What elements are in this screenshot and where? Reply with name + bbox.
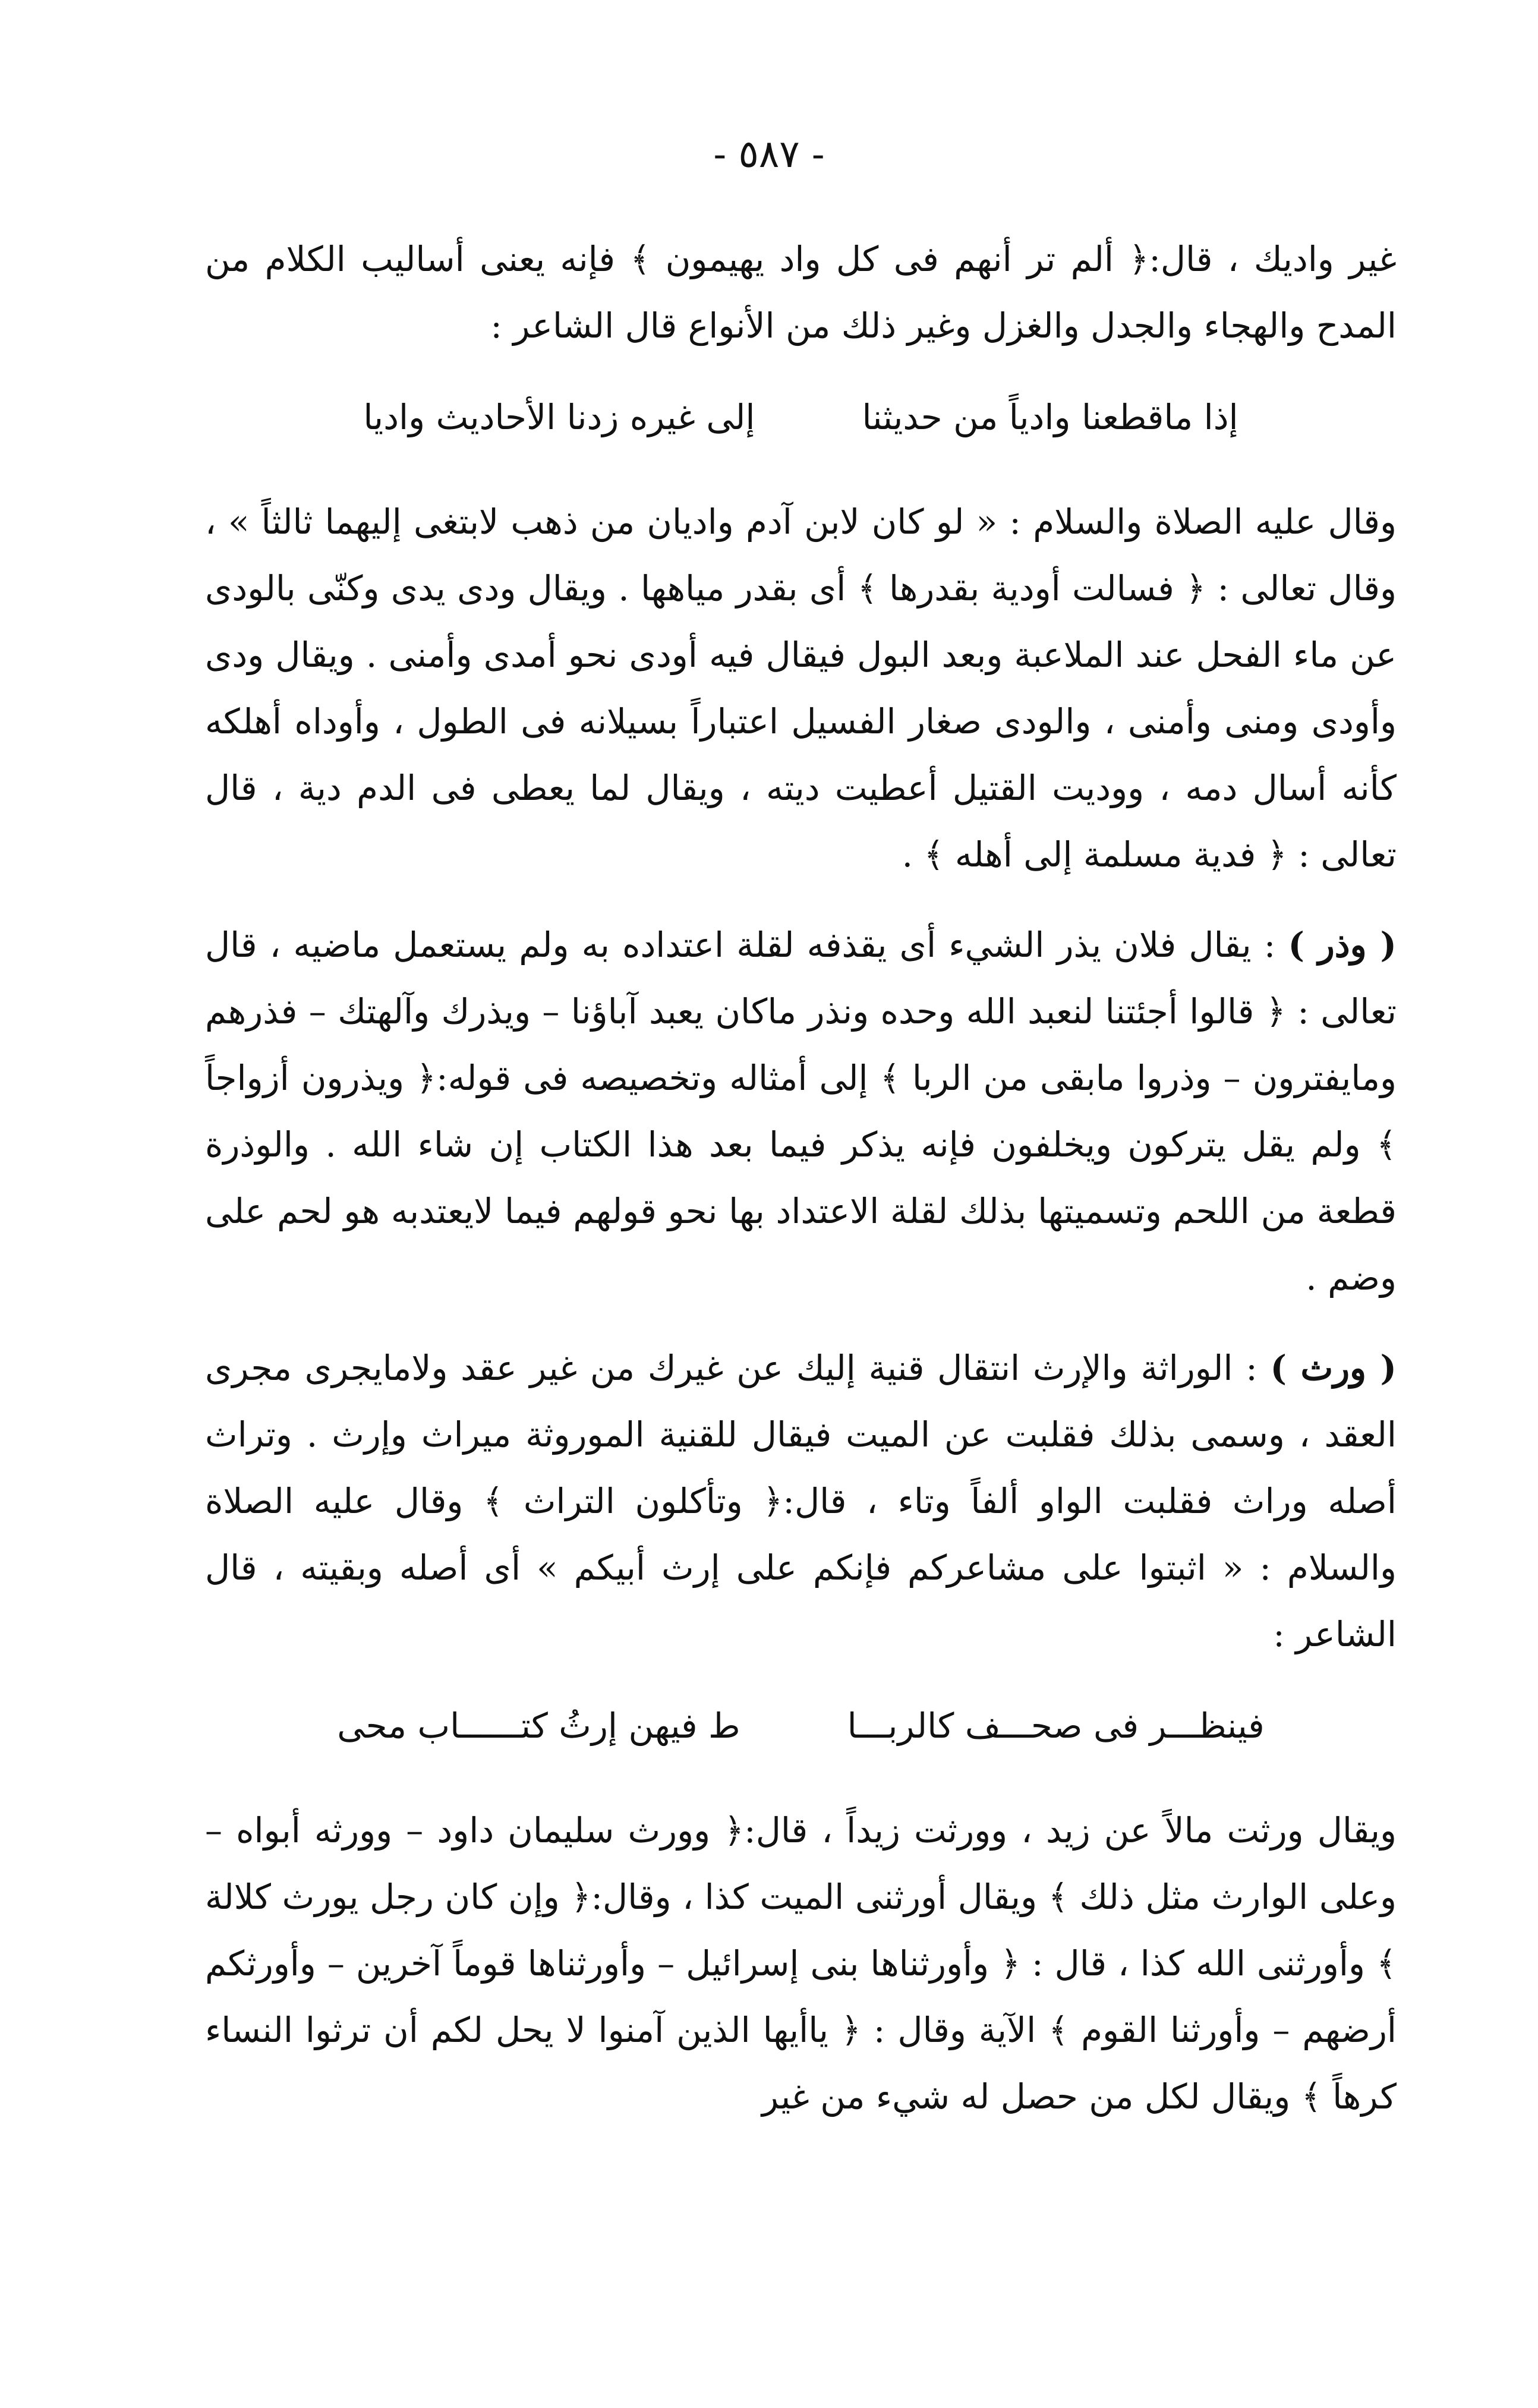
verse-2-first-hemistich: فينظـــر فى صحـــف كالربـــا [847,1706,1265,1746]
entry-heading-warith: ( ورث ) [1270,1348,1397,1388]
page-number: - ٥٨٧ - [713,133,825,176]
verse-2 [205,1692,1397,1759]
paragraph-3 [205,912,1397,1311]
paragraph-4 [205,1335,1397,1668]
entry-heading-wadhar: ( وذر ) [1288,925,1397,965]
body-text [205,226,1397,2130]
paragraph-3-text: : يقال فلان يذر الشيء أى يقذفه لقلة اعتداده به ولم يستعمل ماضيه ، قال تعالى : ﴿ قالوا أجئتنا لنعبد الله وحده ونذر ماكان يعبد آباؤنا – ويذرك وآلهتك – فذرهم ومايفترون – وذروا مابقى من الربا ﴾ إلى أمثاله وتخصيصه فى قوله:﴿ ويذرون أزواجاً ﴾ ولم يقل يتركون ويخلفون فإنه يذكر فيما بعد هذا الكتاب إن شاء الله . والوذرة قطعة من اللحم وتسميتها بذلك لقلة الاعتداد بها نحو قولهم فيما لايعتدبه هو لحم على وضم . [205,925,1397,1298]
paragraph-5: ويقال ورثت مالاً عن زيد ، وورثت زيداً ، قال:﴿ وورث سليمان داود – وورثه أبواه – وعلى الوارث مثل ذلك ﴾ ويقال أورثنى الميت كذا ، وقال:﴿ وإن كان رجل يورث كلالة ﴾ وأورثنى الله كذا ، قال : ﴿ وأورثناها بنى إسرائيل – وأورثناها قوماً آخرين – وأورثكم أرضهم – وأورثنا القوم ﴾ الآية وقال : ﴿ ياأيها الذين آمنوا لا يحل لكم أن ترثوا النساء كرهاً ﴾ ويقال لكل من حصل له شيء من غير [205,1810,1397,2117]
spacer [205,888,1397,912]
verse-1-first-hemistich: إذا ماقطعنا وادياً من حديثنا [862,397,1238,437]
verse-1 [205,384,1397,450]
spacer [205,1311,1397,1335]
verse-2-second-hemistich: ط فيهن إرثُ كتــــــاب محى [337,1706,740,1746]
paragraph-1: غير واديك ، قال:﴿ ألم تر أنهم فى كل واد يهيمون ﴾ فإنه يعنى أساليب الكلام من المدح والهجاء والجدل والغزل وغير ذلك من الأنواع قال الشاعر : [205,239,1397,346]
paragraph-4-text: : الوراثة والإرث انتقال قنية إليك عن غيرك من غير عقد ولامايجرى مجرى العقد ، وسمى بذلك فقلبت عن الميت فيقال للقنية الموروثة ميراث وإرث . وتراث أصله وراث فقلبت الواو ألفاً وتاء ، قال:﴿ وتأكلون التراث ﴾ وقال عليه الصلاة والسلام : « اثبتوا على مشاعركم فإنكم على إرث أبيكم » أى أصله وبقيته ، قال الشاعر : [205,1348,1397,1654]
paragraph-2: وقال عليه الصلاة والسلام : « لو كان لابن آدم واديان من ذهب لابتغى إليهما ثالثاً » ، وقال تعالى : ﴿ فسالت أودية بقدرها ﴾ أى بقدر مياهها . ويقال ودى يدى وكنّى بالودى عن ماء الفحل عند الملاعبة وبعد البول فيقال فيه أودى نحو أمدى وأمنى . ويقال ودى وأودى ومنى وأمنى ، والودى صغار الفسيل اعتباراً بسيلانه فى الطول ، وأوداه أهلكه كأنه أسال دمه ، ووديت القتيل أعطيت ديته ، ويقال لما يعطى فى الدم دية ، قال تعالى : ﴿ فدية مسلمة إلى أهله ﴾ . [205,502,1397,875]
verse-1-second-hemistich: إلى غيره زدنا الأحاديث واديا [363,397,755,437]
